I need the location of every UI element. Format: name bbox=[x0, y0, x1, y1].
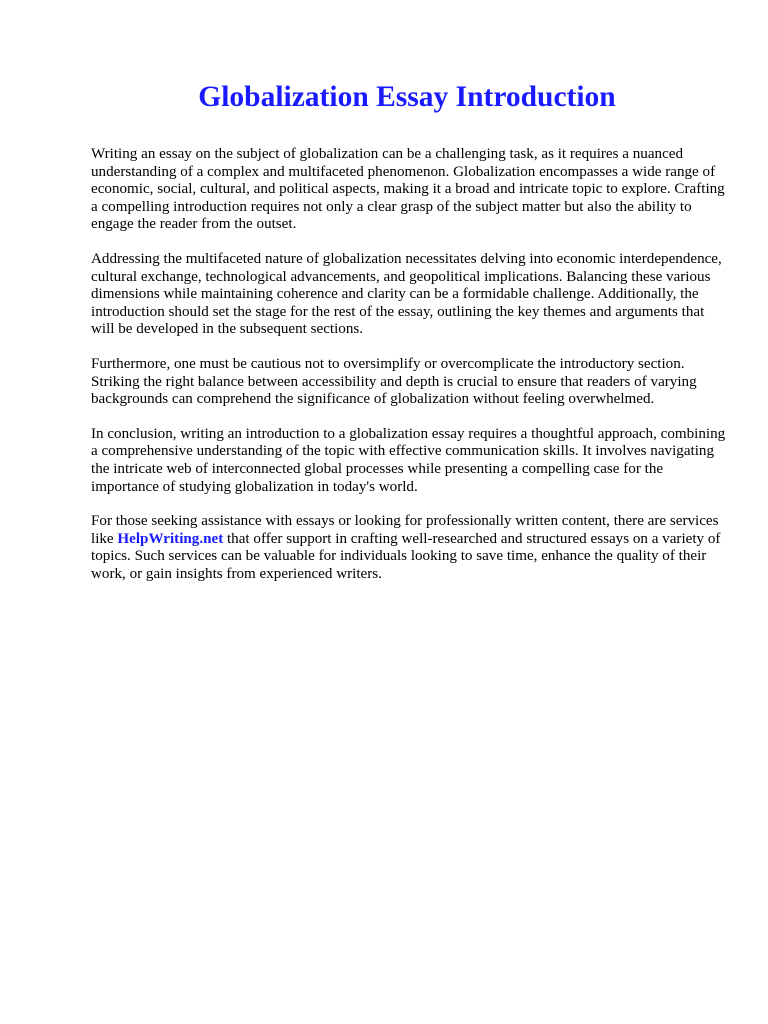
paragraph-services bbox=[91, 513, 727, 583]
document-body bbox=[91, 146, 727, 600]
paragraph-conclusion: In conclusion, writing an introduction to a globalization essay requires a thoughtful approach, combining a comprehensive understanding of the topic with effective communication skills. It involves navigating the intricate web of interconnected global processes while presenting a compelling case for the importance of studying globalization in today's world. bbox=[91, 425, 726, 495]
helpwriting-link[interactable]: HelpWriting.net bbox=[117, 530, 224, 547]
page-title: Globalization Essay Introduction bbox=[198, 81, 616, 113]
paragraph-intro: Writing an essay on the subject of globalization can be a challenging task, as it requires a nuanced understanding of a complex and multifaceted phenomenon. Globalization encompasses a wide range of economic, social, cultural, and political aspects, making it a broad and intricate topic to explore. Crafting a compelling introduction requires not only a clear grasp of the subject matter but also the ability to engage the reader from the outset. bbox=[91, 146, 725, 233]
paragraph-multifaceted: Addressing the multifaceted nature of globalization necessitates delving into economic interdependence, cultural exchange, technological advancements, and geopolitical implications. Balancing these various dimensions while maintaining coherence and clarity can be a formidable challenge. Additionally, the introduction should set the stage for the rest of the essay, outlining the key themes and arguments that will be developed in the subsequent sections. bbox=[91, 250, 722, 338]
services-text-before-link: For those seeking assistance with essays or looking for professionally written content, there are services like bbox=[91, 513, 719, 547]
paragraph-balance: Furthermore, one must be cautious not to oversimplify or overcomplicate the introductory section. Striking the right balance between accessibility and depth is crucial to ensure that readers of varying backgrounds can comprehend the significance of globalization without feeling overwhelmed. bbox=[91, 355, 697, 408]
services-text-after-link: that offer support in crafting well-researched and structured essays on a variety of topics. Such services can be valuable for individuals looking to save time, enhance the quality of their work, or gain insights from experienced writers. bbox=[91, 530, 721, 582]
